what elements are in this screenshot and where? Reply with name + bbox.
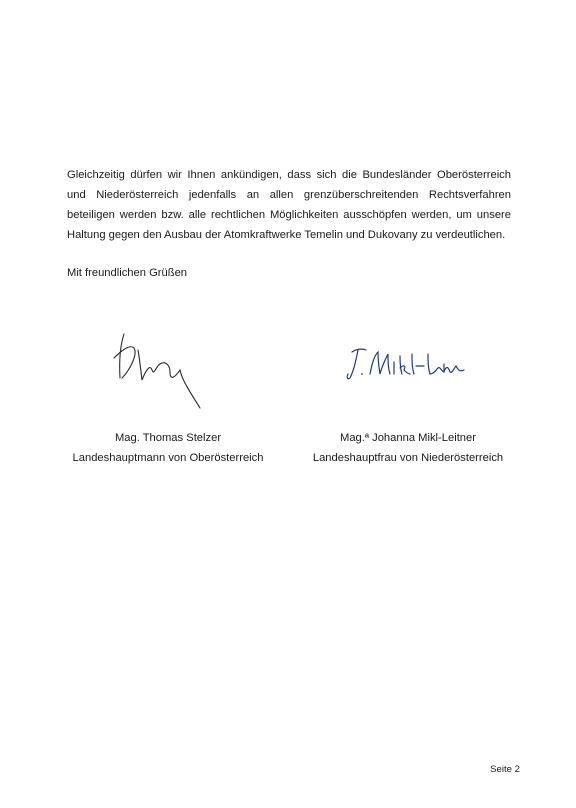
signature-thomas-stelzer (108, 326, 208, 410)
signer-name-right: Mag.ª Johanna Mikl-Leitner (340, 432, 476, 444)
signer-title-right: Landeshauptfrau von Niederösterreich (312, 452, 504, 464)
signature-mikl-leitner-drawing (344, 344, 466, 384)
signer-title-left: Landeshauptmann von Oberösterreich (72, 452, 264, 464)
body-paragraph: Gleichzeitig dürfen wir Ihnen ankündigen, dass sich die Bundesländer Oberösterreich und Niederösterreich jedenfalls an allen grenzüberschreitenden Rechtsverfahren beteiligen werden bzw. alle rechtlichen Möglichkeiten ausschöpfen werden, um unsere Haltung gegen den Ausbau der Atomkraftwerke Temelin und Dukovany zu verdeutlichen. (67, 169, 511, 242)
signature-stelzer-drawing (108, 326, 208, 410)
closing-salutation: Mit freundlichen Grüßen (67, 267, 188, 279)
signer-block-left (60, 428, 276, 468)
page-number: Seite 2 (490, 764, 520, 775)
signer-block-right (302, 428, 514, 468)
signer-name-left: Mag. Thomas Stelzer (114, 432, 222, 444)
signature-johanna-mikl-leitner (344, 344, 466, 384)
